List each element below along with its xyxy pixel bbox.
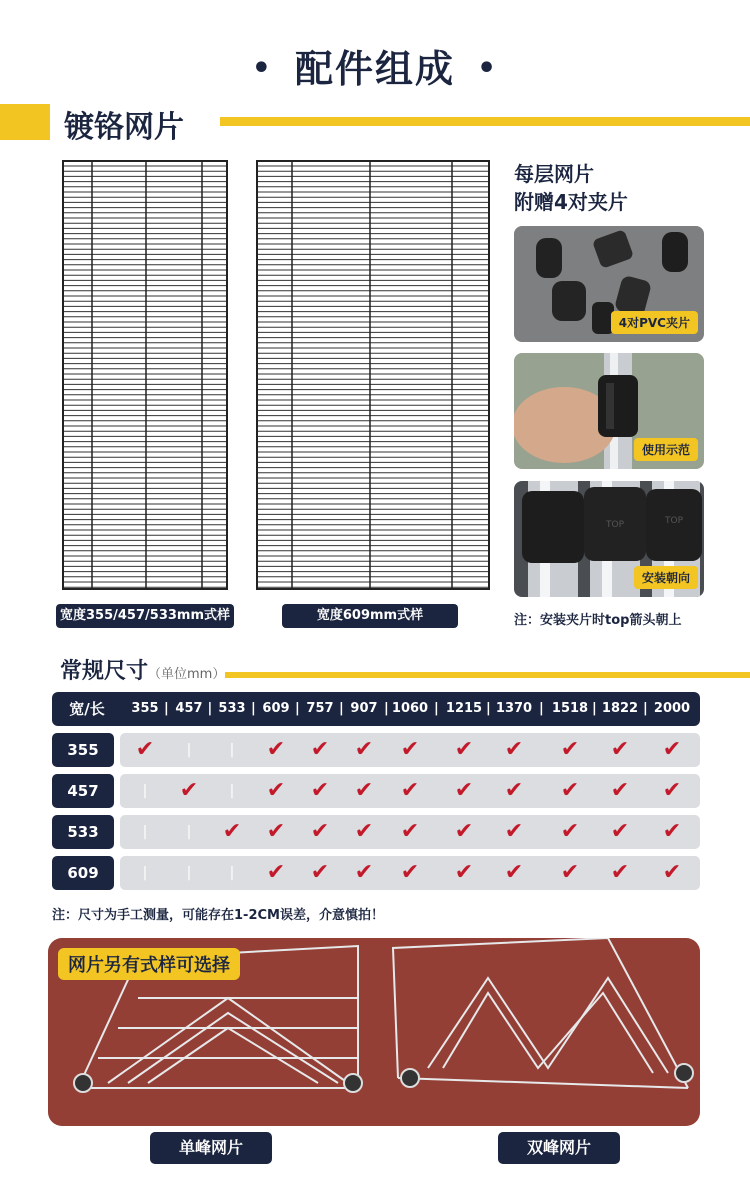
table-corner-label: 宽/长 xyxy=(69,700,105,718)
size-row-609 xyxy=(52,856,700,890)
check-icon: ✔ xyxy=(400,737,420,762)
page-title: • 配件组成 • xyxy=(251,47,499,91)
check-icon: ✔ xyxy=(560,737,580,762)
double-peak-label: 双峰网片 xyxy=(498,1132,620,1164)
photo-tag-orientation: 安装朝向 xyxy=(634,566,698,589)
empty-cell: | xyxy=(186,865,192,881)
column-separator: | xyxy=(251,701,256,716)
check-icon: ✔ xyxy=(310,778,330,803)
yellow-divider xyxy=(220,117,750,126)
check-icon: ✔ xyxy=(560,778,580,803)
clip-photo-demo xyxy=(514,353,704,469)
row-cells xyxy=(120,856,700,890)
row-width-label: 355 xyxy=(52,733,114,767)
column-header-907: 907 xyxy=(350,701,378,716)
row-width-label: 457 xyxy=(52,774,114,808)
column-header-533: 533 xyxy=(218,701,246,716)
clip-install-note: 注：安装夹片时top箭头朝上 xyxy=(514,613,682,628)
check-icon: ✔ xyxy=(266,737,286,762)
check-icon: ✔ xyxy=(662,860,682,885)
column-separator: | xyxy=(539,701,544,716)
check-icon: ✔ xyxy=(454,778,474,803)
check-icon: ✔ xyxy=(504,778,524,803)
check-icon: ✔ xyxy=(504,819,524,844)
check-icon: ✔ xyxy=(610,737,630,762)
check-icon: ✔ xyxy=(662,737,682,762)
alt-mesh-tag: 网片另有式样可选择 xyxy=(58,948,240,980)
check-icon: ✔ xyxy=(454,860,474,885)
check-icon: ✔ xyxy=(135,737,155,762)
column-header-1518: 1518 xyxy=(551,701,589,716)
empty-cell: | xyxy=(229,783,235,799)
single-peak-label: 单峰网片 xyxy=(150,1132,272,1164)
empty-cell: | xyxy=(186,824,192,840)
check-icon: ✔ xyxy=(179,778,199,803)
empty-cell: | xyxy=(142,865,148,881)
column-separator: | xyxy=(643,701,648,716)
column-header-1215: 1215 xyxy=(445,701,483,716)
photo-tag-demo: 使用示范 xyxy=(634,438,698,461)
check-icon: ✔ xyxy=(662,778,682,803)
check-icon: ✔ xyxy=(504,860,524,885)
mesh-label-narrow: 宽度355/457/533mm式样 xyxy=(56,604,234,628)
column-separator: | xyxy=(592,701,597,716)
column-header-609: 609 xyxy=(262,701,290,716)
measurement-note: 注：尺寸为手工测量，可能存在1-2CM误差，介意慎拍！ xyxy=(52,908,384,923)
check-icon: ✔ xyxy=(610,860,630,885)
svg-text:TOP: TOP xyxy=(605,520,625,530)
check-icon: ✔ xyxy=(400,819,420,844)
empty-cell: | xyxy=(142,783,148,799)
empty-cell: | xyxy=(229,865,235,881)
size-row-355 xyxy=(52,733,700,767)
column-separator: | xyxy=(486,701,491,716)
check-icon: ✔ xyxy=(354,819,374,844)
check-icon: ✔ xyxy=(560,860,580,885)
row-cells xyxy=(120,733,700,767)
check-icon: ✔ xyxy=(454,737,474,762)
check-icon: ✔ xyxy=(504,737,524,762)
column-header-457: 457 xyxy=(175,701,203,716)
row-cells xyxy=(120,815,700,849)
column-separator: | xyxy=(434,701,439,716)
photo-tag-pvc: 4对PVC夹片 xyxy=(611,311,698,334)
sizes-title: 常规尺寸（单位mm） xyxy=(60,659,226,684)
clip-info-title: 每层网片 附赠4对夹片 xyxy=(514,162,628,214)
clip-photo-pvc xyxy=(514,226,704,342)
column-header-757: 757 xyxy=(306,701,334,716)
yellow-accent-bar xyxy=(0,104,50,140)
column-separator: | xyxy=(384,701,389,716)
check-icon: ✔ xyxy=(266,860,286,885)
empty-cell: | xyxy=(142,824,148,840)
check-icon: ✔ xyxy=(662,819,682,844)
empty-cell: | xyxy=(186,742,192,758)
column-separator: | xyxy=(295,701,300,716)
check-icon: ✔ xyxy=(400,860,420,885)
check-icon: ✔ xyxy=(354,778,374,803)
size-row-457 xyxy=(52,774,700,808)
mesh-panel-wide xyxy=(256,160,490,590)
size-table-header xyxy=(52,692,700,726)
check-icon: ✔ xyxy=(610,778,630,803)
row-width-label: 533 xyxy=(52,815,114,849)
empty-cell: | xyxy=(229,742,235,758)
check-icon: ✔ xyxy=(310,860,330,885)
check-icon: ✔ xyxy=(354,737,374,762)
check-icon: ✔ xyxy=(454,819,474,844)
column-separator: | xyxy=(164,701,169,716)
check-icon: ✔ xyxy=(354,860,374,885)
check-icon: ✔ xyxy=(266,819,286,844)
column-separator: | xyxy=(339,701,344,716)
clip-photo-orientation xyxy=(514,481,704,597)
column-header-1370: 1370 xyxy=(495,701,533,716)
column-header-1060: 1060 xyxy=(391,701,429,716)
check-icon: ✔ xyxy=(222,819,242,844)
column-separator: | xyxy=(207,701,213,716)
mesh-label-wide: 宽度609mm式样 xyxy=(282,604,458,628)
check-icon: ✔ xyxy=(400,778,420,803)
column-header-2000: 2000 xyxy=(653,701,691,716)
check-icon: ✔ xyxy=(310,819,330,844)
section-title: 镀铬网片 xyxy=(64,110,184,145)
check-icon: ✔ xyxy=(310,737,330,762)
check-icon: ✔ xyxy=(266,778,286,803)
row-width-label: 609 xyxy=(52,856,114,890)
column-header-1822: 1822 xyxy=(601,701,639,716)
svg-text:TOP: TOP xyxy=(664,516,684,526)
check-icon: ✔ xyxy=(560,819,580,844)
sizes-divider xyxy=(225,672,750,678)
row-cells xyxy=(120,774,700,808)
size-row-533 xyxy=(52,815,700,849)
mesh-panel-narrow xyxy=(62,160,228,590)
check-icon: ✔ xyxy=(610,819,630,844)
column-header-355: 355 xyxy=(131,701,159,716)
